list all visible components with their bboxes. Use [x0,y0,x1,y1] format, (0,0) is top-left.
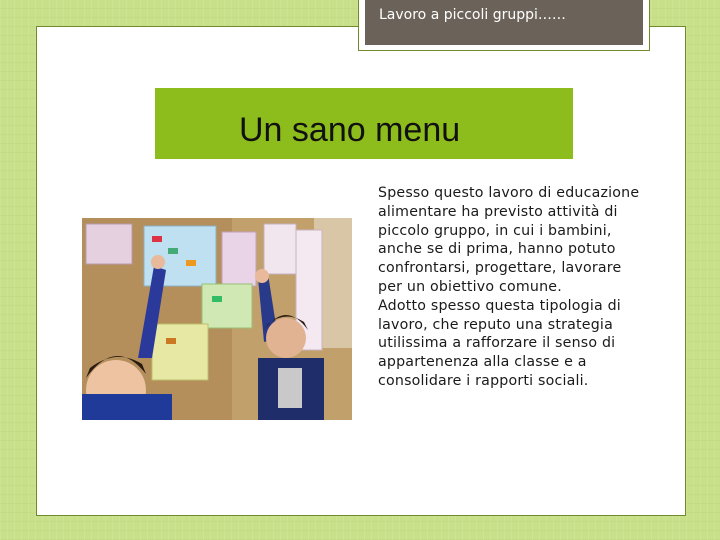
body-paragraph-1: Spesso questo lavoro di educazione alimentare ha previsto attività di piccolo gruppo, in cui i bambini, anche se di prima, hanno potuto confrontarsi, progettare, lavorare per un obiettivo comune. [378,185,640,295]
title-bar [155,88,573,159]
header-tab-label: Lavoro a piccoli gruppi…… [365,0,643,45]
body-paragraph-2: Adotto spesso questa tipologia di lavoro, che reputo una strategia utilissima a rafforzare il senso di appartenenza alla classe e a consolidare i rapporti sociali. [378,297,621,389]
classroom-photo [82,218,352,420]
body-text [378,184,640,391]
header-tab [358,0,650,51]
slide-title: Un sano menu [239,111,461,149]
photo-illustration [82,218,352,420]
